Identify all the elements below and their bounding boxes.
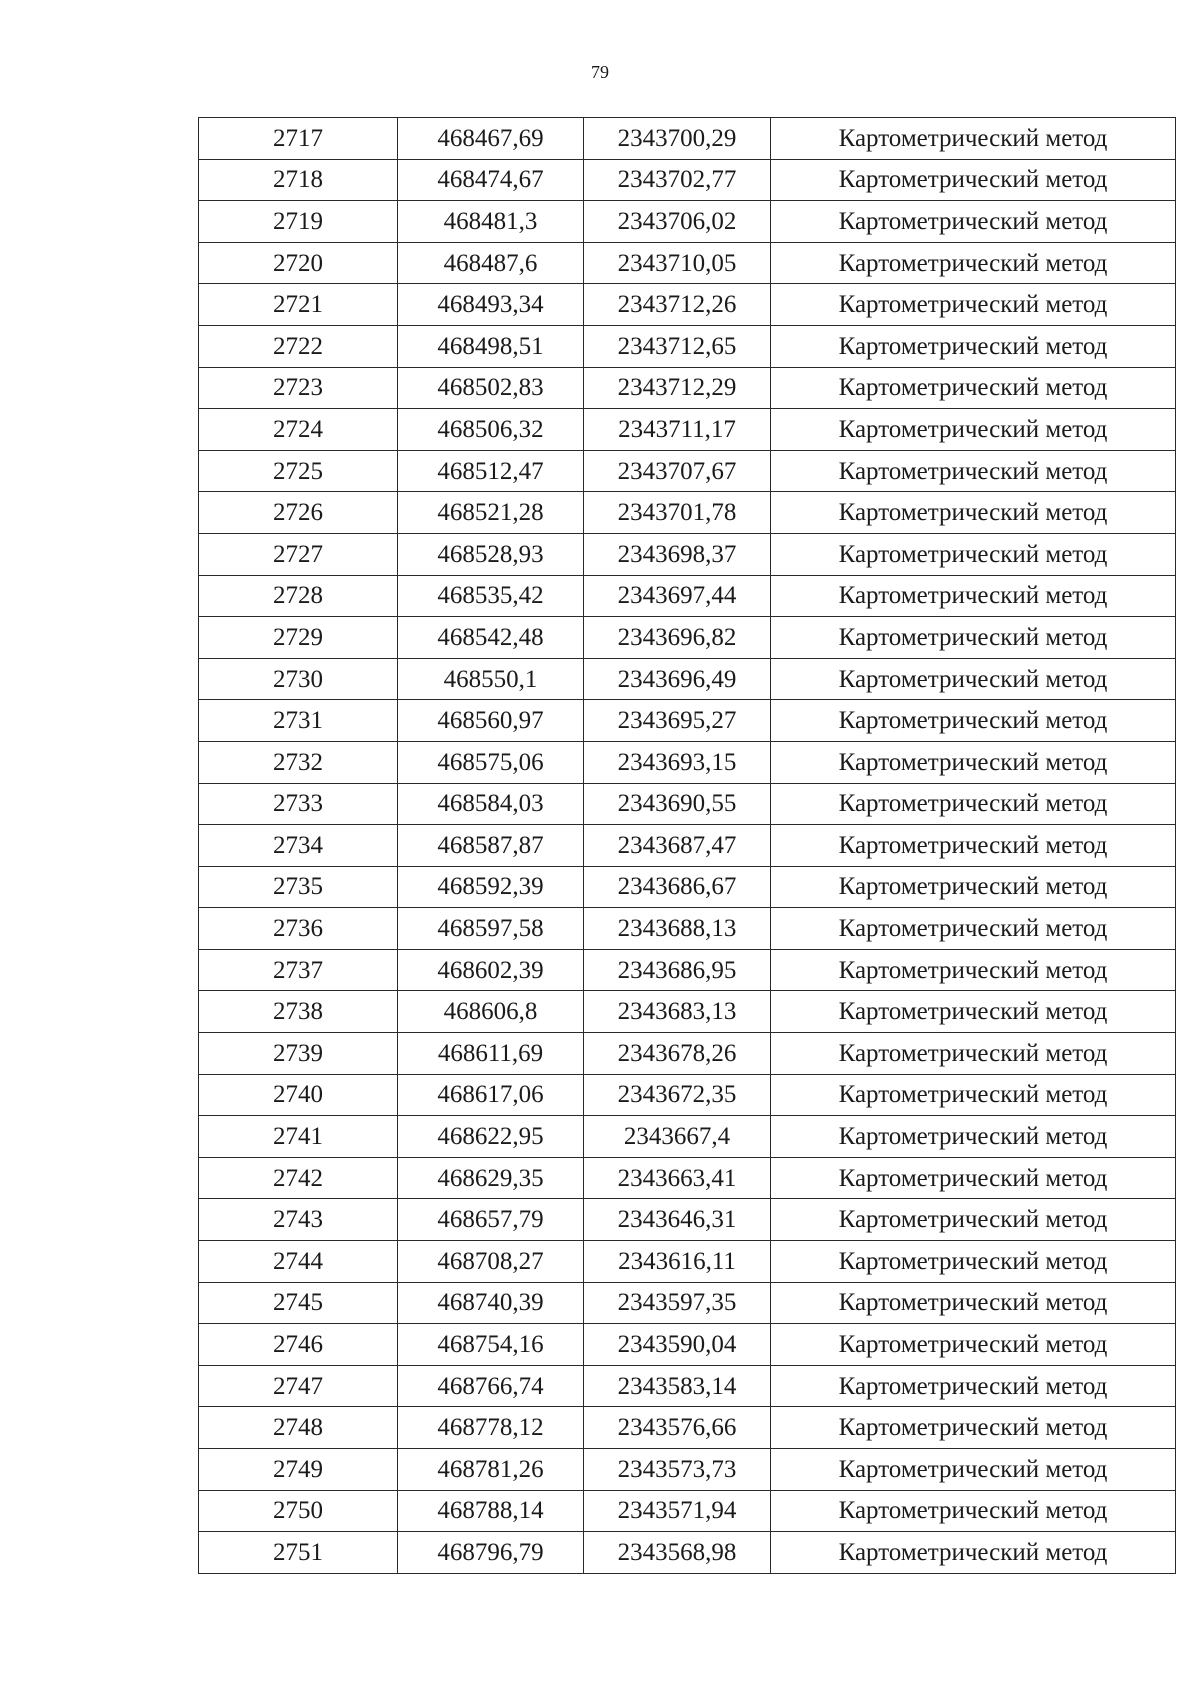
method-cell: Картометрический метод — [771, 991, 1176, 1033]
y-coordinate-cell: 2343646,31 — [584, 1199, 771, 1241]
table-row — [199, 159, 1176, 201]
point-number-cell: 2740 — [199, 1074, 398, 1116]
coordinates-table-body — [199, 118, 1176, 1574]
point-number-cell: 2726 — [199, 492, 398, 534]
method-cell: Картометрический метод — [771, 741, 1176, 783]
method-cell: Картометрический метод — [771, 118, 1176, 160]
x-coordinate-cell: 468781,26 — [398, 1449, 584, 1491]
y-coordinate-cell: 2343712,65 — [584, 325, 771, 367]
point-number-cell: 2733 — [199, 783, 398, 825]
method-cell: Картометрический метод — [771, 866, 1176, 908]
point-number-cell: 2741 — [199, 1116, 398, 1158]
y-coordinate-cell: 2343697,44 — [584, 575, 771, 617]
y-coordinate-cell: 2343687,47 — [584, 825, 771, 867]
y-coordinate-cell: 2343695,27 — [584, 700, 771, 742]
point-number-cell: 2734 — [199, 825, 398, 867]
x-coordinate-cell: 468560,97 — [398, 700, 584, 742]
x-coordinate-cell: 468778,12 — [398, 1407, 584, 1449]
point-number-cell: 2748 — [199, 1407, 398, 1449]
x-coordinate-cell: 468602,39 — [398, 949, 584, 991]
method-cell: Картометрический метод — [771, 1407, 1176, 1449]
point-number-cell: 2727 — [199, 533, 398, 575]
method-cell: Картометрический метод — [771, 575, 1176, 617]
point-number-cell: 2745 — [199, 1282, 398, 1324]
method-cell: Картометрический метод — [771, 1074, 1176, 1116]
x-coordinate-cell: 468498,51 — [398, 325, 584, 367]
x-coordinate-cell: 468606,8 — [398, 991, 584, 1033]
y-coordinate-cell: 2343672,35 — [584, 1074, 771, 1116]
x-coordinate-cell: 468467,69 — [398, 118, 584, 160]
x-coordinate-cell: 468587,87 — [398, 825, 584, 867]
coordinates-table — [198, 117, 1176, 1574]
table-row — [199, 783, 1176, 825]
table-row — [199, 367, 1176, 409]
y-coordinate-cell: 2343700,29 — [584, 118, 771, 160]
table-row — [199, 575, 1176, 617]
point-number-cell: 2751 — [199, 1532, 398, 1574]
x-coordinate-cell: 468708,27 — [398, 1241, 584, 1283]
method-cell: Картометрический метод — [771, 450, 1176, 492]
method-cell: Картометрический метод — [771, 1324, 1176, 1366]
x-coordinate-cell: 468622,95 — [398, 1116, 584, 1158]
point-number-cell: 2729 — [199, 617, 398, 659]
x-coordinate-cell: 468740,39 — [398, 1282, 584, 1324]
method-cell: Картометрический метод — [771, 201, 1176, 243]
table-row — [199, 1199, 1176, 1241]
point-number-cell: 2720 — [199, 242, 398, 284]
x-coordinate-cell: 468493,34 — [398, 284, 584, 326]
point-number-cell: 2750 — [199, 1490, 398, 1532]
table-row — [199, 741, 1176, 783]
point-number-cell: 2742 — [199, 1157, 398, 1199]
method-cell: Картометрический метод — [771, 1449, 1176, 1491]
method-cell: Картометрический метод — [771, 409, 1176, 451]
point-number-cell: 2732 — [199, 741, 398, 783]
x-coordinate-cell: 468474,67 — [398, 159, 584, 201]
x-coordinate-cell: 468629,35 — [398, 1157, 584, 1199]
point-number-cell: 2746 — [199, 1324, 398, 1366]
method-cell: Картометрический метод — [771, 783, 1176, 825]
x-coordinate-cell: 468550,1 — [398, 658, 584, 700]
table-row — [199, 825, 1176, 867]
table-row — [199, 1324, 1176, 1366]
point-number-cell: 2735 — [199, 866, 398, 908]
method-cell: Картометрический метод — [771, 159, 1176, 201]
method-cell: Картометрический метод — [771, 1365, 1176, 1407]
y-coordinate-cell: 2343707,67 — [584, 450, 771, 492]
table-row — [199, 658, 1176, 700]
y-coordinate-cell: 2343663,41 — [584, 1157, 771, 1199]
x-coordinate-cell: 468487,6 — [398, 242, 584, 284]
table-row — [199, 1282, 1176, 1324]
point-number-cell: 2747 — [199, 1365, 398, 1407]
point-number-cell: 2724 — [199, 409, 398, 451]
point-number-cell: 2721 — [199, 284, 398, 326]
method-cell: Картометрический метод — [771, 1241, 1176, 1283]
point-number-cell: 2723 — [199, 367, 398, 409]
method-cell: Картометрический метод — [771, 1199, 1176, 1241]
x-coordinate-cell: 468611,69 — [398, 1033, 584, 1075]
table-row — [199, 1449, 1176, 1491]
x-coordinate-cell: 468528,93 — [398, 533, 584, 575]
method-cell: Картометрический метод — [771, 658, 1176, 700]
table-row — [199, 492, 1176, 534]
method-cell: Картометрический метод — [771, 367, 1176, 409]
point-number-cell: 2744 — [199, 1241, 398, 1283]
point-number-cell: 2749 — [199, 1449, 398, 1491]
method-cell: Картометрический метод — [771, 1490, 1176, 1532]
table-row — [199, 1407, 1176, 1449]
method-cell: Картометрический метод — [771, 1282, 1176, 1324]
x-coordinate-cell: 468657,79 — [398, 1199, 584, 1241]
x-coordinate-cell: 468592,39 — [398, 866, 584, 908]
y-coordinate-cell: 2343568,98 — [584, 1532, 771, 1574]
y-coordinate-cell: 2343706,02 — [584, 201, 771, 243]
table-row — [199, 409, 1176, 451]
point-number-cell: 2719 — [199, 201, 398, 243]
point-number-cell: 2730 — [199, 658, 398, 700]
table-row — [199, 1033, 1176, 1075]
table-row — [199, 617, 1176, 659]
x-coordinate-cell: 468521,28 — [398, 492, 584, 534]
point-number-cell: 2737 — [199, 949, 398, 991]
point-number-cell: 2722 — [199, 325, 398, 367]
y-coordinate-cell: 2343573,73 — [584, 1449, 771, 1491]
y-coordinate-cell: 2343702,77 — [584, 159, 771, 201]
x-coordinate-cell: 468796,79 — [398, 1532, 584, 1574]
method-cell: Картометрический метод — [771, 325, 1176, 367]
x-coordinate-cell: 468535,42 — [398, 575, 584, 617]
table-row — [199, 201, 1176, 243]
y-coordinate-cell: 2343590,04 — [584, 1324, 771, 1366]
method-cell: Картометрический метод — [771, 617, 1176, 659]
x-coordinate-cell: 468512,47 — [398, 450, 584, 492]
table-row — [199, 118, 1176, 160]
table-row — [199, 1157, 1176, 1199]
x-coordinate-cell: 468584,03 — [398, 783, 584, 825]
y-coordinate-cell: 2343690,55 — [584, 783, 771, 825]
point-number-cell: 2731 — [199, 700, 398, 742]
method-cell: Картометрический метод — [771, 908, 1176, 950]
method-cell: Картометрический метод — [771, 1532, 1176, 1574]
point-number-cell: 2739 — [199, 1033, 398, 1075]
point-number-cell: 2743 — [199, 1199, 398, 1241]
method-cell: Картометрический метод — [771, 1033, 1176, 1075]
y-coordinate-cell: 2343712,26 — [584, 284, 771, 326]
y-coordinate-cell: 2343616,11 — [584, 1241, 771, 1283]
table-row — [199, 242, 1176, 284]
y-coordinate-cell: 2343597,35 — [584, 1282, 771, 1324]
table-row — [199, 533, 1176, 575]
method-cell: Картометрический метод — [771, 284, 1176, 326]
y-coordinate-cell: 2343571,94 — [584, 1490, 771, 1532]
x-coordinate-cell: 468766,74 — [398, 1365, 584, 1407]
y-coordinate-cell: 2343686,95 — [584, 949, 771, 991]
table-row — [199, 1241, 1176, 1283]
x-coordinate-cell: 468788,14 — [398, 1490, 584, 1532]
point-number-cell: 2728 — [199, 575, 398, 617]
y-coordinate-cell: 2343696,82 — [584, 617, 771, 659]
table-row — [199, 1116, 1176, 1158]
x-coordinate-cell: 468617,06 — [398, 1074, 584, 1116]
y-coordinate-cell: 2343688,13 — [584, 908, 771, 950]
x-coordinate-cell: 468597,58 — [398, 908, 584, 950]
method-cell: Картометрический метод — [771, 949, 1176, 991]
y-coordinate-cell: 2343576,66 — [584, 1407, 771, 1449]
table-row — [199, 284, 1176, 326]
table-row — [199, 1074, 1176, 1116]
method-cell: Картометрический метод — [771, 1116, 1176, 1158]
y-coordinate-cell: 2343693,15 — [584, 741, 771, 783]
point-number-cell: 2717 — [199, 118, 398, 160]
y-coordinate-cell: 2343678,26 — [584, 1033, 771, 1075]
y-coordinate-cell: 2343683,13 — [584, 991, 771, 1033]
y-coordinate-cell: 2343667,4 — [584, 1116, 771, 1158]
table-row — [199, 866, 1176, 908]
table-row — [199, 991, 1176, 1033]
table-row — [199, 908, 1176, 950]
method-cell: Картометрический метод — [771, 533, 1176, 575]
x-coordinate-cell: 468575,06 — [398, 741, 584, 783]
y-coordinate-cell: 2343710,05 — [584, 242, 771, 284]
table-row — [199, 949, 1176, 991]
table-row — [199, 325, 1176, 367]
x-coordinate-cell: 468542,48 — [398, 617, 584, 659]
x-coordinate-cell: 468506,32 — [398, 409, 584, 451]
method-cell: Картометрический метод — [771, 700, 1176, 742]
y-coordinate-cell: 2343696,49 — [584, 658, 771, 700]
method-cell: Картометрический метод — [771, 242, 1176, 284]
point-number-cell: 2718 — [199, 159, 398, 201]
page-number: 79 — [591, 62, 609, 82]
table-row — [199, 700, 1176, 742]
point-number-cell: 2738 — [199, 991, 398, 1033]
y-coordinate-cell: 2343712,29 — [584, 367, 771, 409]
y-coordinate-cell: 2343686,67 — [584, 866, 771, 908]
point-number-cell: 2725 — [199, 450, 398, 492]
method-cell: Картометрический метод — [771, 1157, 1176, 1199]
y-coordinate-cell: 2343711,17 — [584, 409, 771, 451]
point-number-cell: 2736 — [199, 908, 398, 950]
table-row — [199, 1532, 1176, 1574]
table-row — [199, 450, 1176, 492]
method-cell: Картометрический метод — [771, 825, 1176, 867]
x-coordinate-cell: 468754,16 — [398, 1324, 584, 1366]
method-cell: Картометрический метод — [771, 492, 1176, 534]
table-row — [199, 1490, 1176, 1532]
x-coordinate-cell: 468502,83 — [398, 367, 584, 409]
y-coordinate-cell: 2343698,37 — [584, 533, 771, 575]
x-coordinate-cell: 468481,3 — [398, 201, 584, 243]
table-row — [199, 1365, 1176, 1407]
y-coordinate-cell: 2343701,78 — [584, 492, 771, 534]
y-coordinate-cell: 2343583,14 — [584, 1365, 771, 1407]
